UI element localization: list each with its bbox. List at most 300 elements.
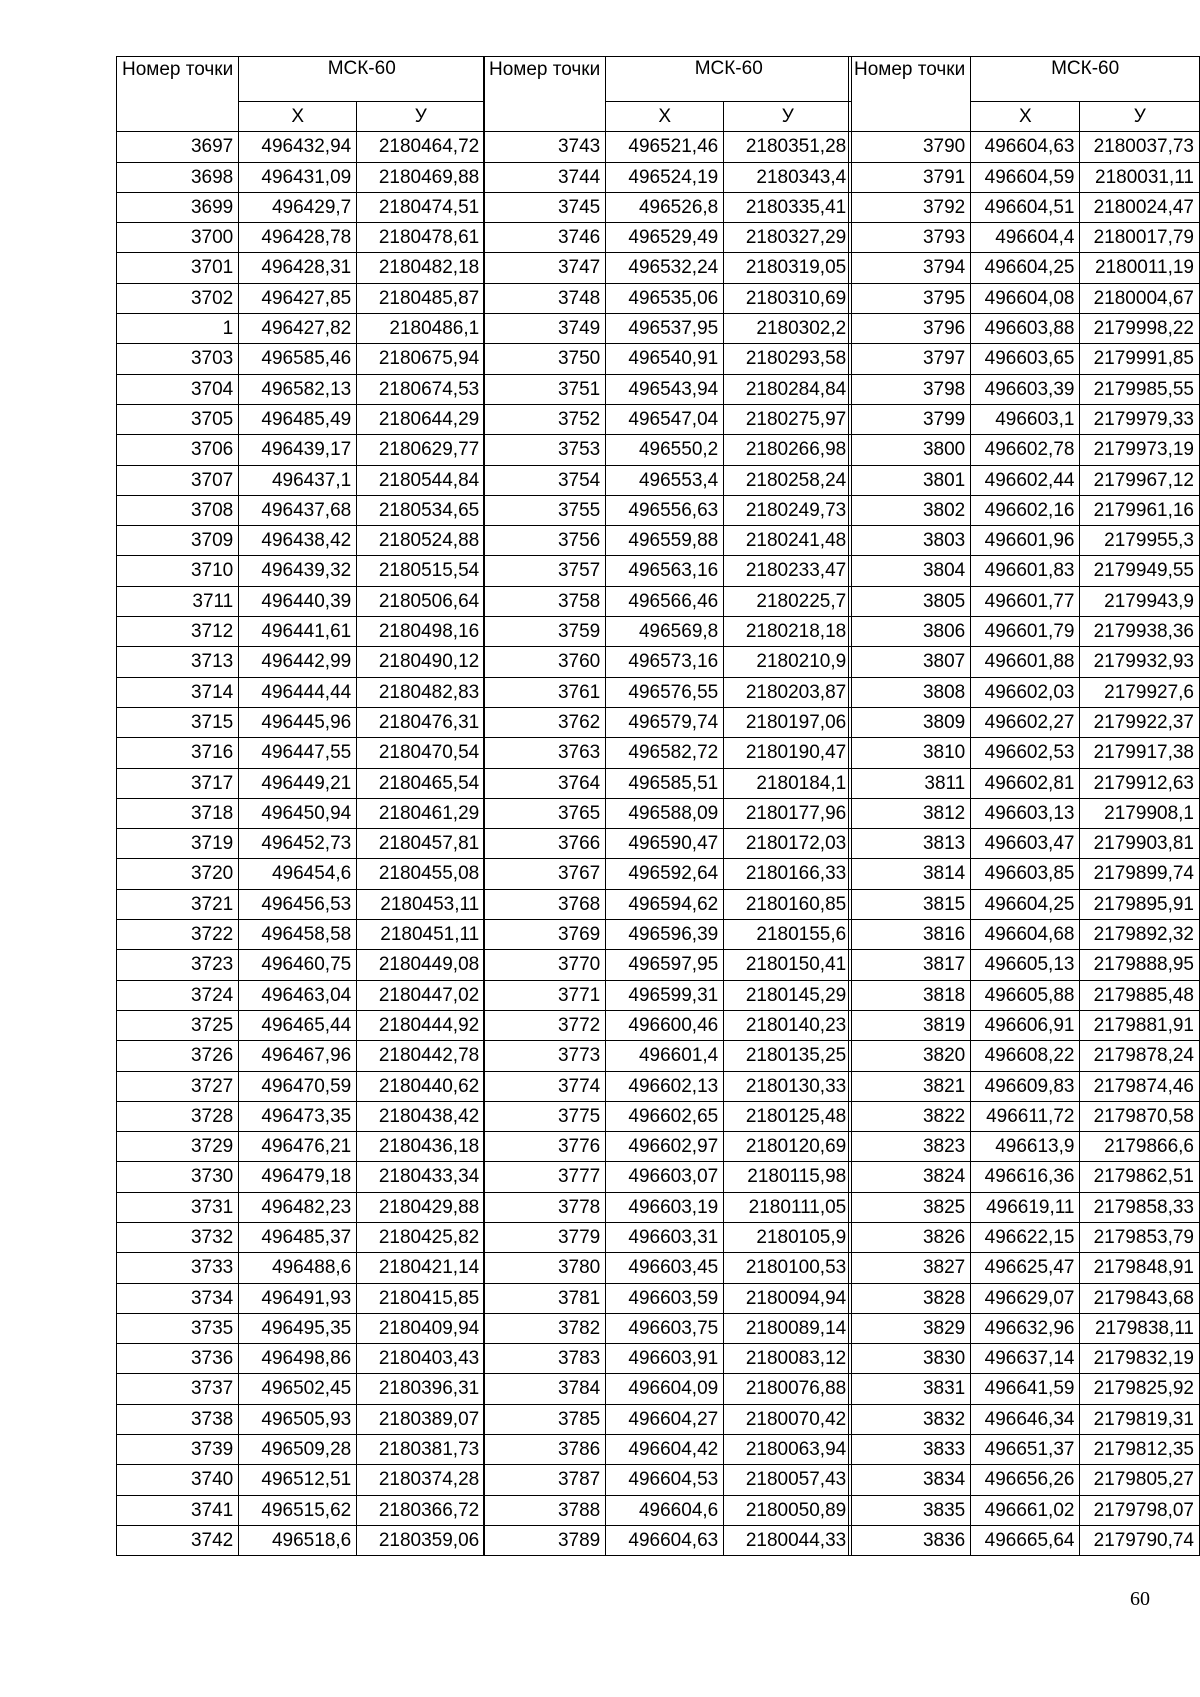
x-coordinate-cell: 496529,49 [606, 223, 724, 253]
table-row [484, 344, 852, 374]
x-coordinate-cell: 496445,96 [239, 707, 357, 737]
y-coordinate-cell: 2180644,29 [357, 404, 485, 434]
y-coordinate-cell: 2180482,18 [357, 253, 485, 283]
x-coordinate-cell: 496479,18 [239, 1162, 357, 1192]
point-number-cell: 3733 [117, 1253, 239, 1283]
y-header: У [357, 102, 485, 132]
point-number-cell: 3801 [849, 465, 971, 495]
table-row [117, 1313, 485, 1343]
table-row [117, 314, 485, 344]
point-number-cell: 3772 [484, 1010, 606, 1040]
y-coordinate-cell: 2180130,33 [724, 1071, 852, 1101]
y-coordinate-cell: 2180366,72 [357, 1495, 485, 1525]
point-number-cell: 3751 [484, 374, 606, 404]
table-row [117, 647, 485, 677]
x-coordinate-cell: 496611,72 [971, 1101, 1080, 1131]
x-coordinate-cell: 496604,63 [606, 1525, 724, 1555]
table-row [117, 1222, 485, 1252]
x-coordinate-cell: 496428,31 [239, 253, 357, 283]
y-coordinate-cell: 2180203,87 [724, 677, 852, 707]
y-coordinate-cell: 2180302,2 [724, 314, 852, 344]
coordinates-table-2 [483, 56, 852, 1556]
point-number-cell: 3745 [484, 192, 606, 222]
table-row [849, 1404, 1200, 1434]
table-row [849, 1071, 1200, 1101]
x-coordinate-cell: 496661,02 [971, 1495, 1080, 1525]
x-coordinate-cell: 496485,49 [239, 404, 357, 434]
table-row [484, 314, 852, 344]
table-row [117, 617, 485, 647]
y-coordinate-cell: 2180057,43 [724, 1465, 852, 1495]
point-number-cell: 3735 [117, 1313, 239, 1343]
y-coordinate-cell: 2180447,02 [357, 980, 485, 1010]
point-number-cell: 3698 [117, 162, 239, 192]
point-number-cell: 3804 [849, 556, 971, 586]
table-row [117, 1192, 485, 1222]
table-row [484, 1495, 852, 1525]
table-row [849, 1435, 1200, 1465]
y-coordinate-cell: 2180478,61 [357, 223, 485, 253]
x-coordinate-cell: 496439,32 [239, 556, 357, 586]
y-coordinate-cell: 2180100,53 [724, 1253, 852, 1283]
x-coordinate-cell: 496602,16 [971, 495, 1080, 525]
table-row [484, 526, 852, 556]
point-number-cell: 3697 [117, 132, 239, 162]
y-coordinate-cell: 2180063,94 [724, 1435, 852, 1465]
x-coordinate-cell: 496603,47 [971, 829, 1080, 859]
x-coordinate-cell: 496604,09 [606, 1374, 724, 1404]
y-coordinate-cell: 2179858,33 [1080, 1192, 1200, 1222]
x-coordinate-cell: 496428,78 [239, 223, 357, 253]
table-row [117, 1071, 485, 1101]
y-coordinate-cell: 2179881,91 [1080, 1010, 1200, 1040]
x-coordinate-cell: 496599,31 [606, 980, 724, 1010]
point-number-header: Номер точки [849, 57, 971, 132]
x-coordinate-cell: 496450,94 [239, 798, 357, 828]
y-coordinate-cell: 2180197,06 [724, 707, 852, 737]
x-coordinate-cell: 496632,96 [971, 1313, 1080, 1343]
y-coordinate-cell: 2179895,91 [1080, 889, 1200, 919]
y-coordinate-cell: 2180465,54 [357, 768, 485, 798]
x-coordinate-cell: 496603,88 [971, 314, 1080, 344]
x-coordinate-cell: 496613,9 [971, 1132, 1080, 1162]
table-row [117, 374, 485, 404]
x-coordinate-cell: 496449,21 [239, 768, 357, 798]
y-coordinate-cell: 2179848,91 [1080, 1253, 1200, 1283]
table-row [484, 707, 852, 737]
point-number-cell: 3799 [849, 404, 971, 434]
y-coordinate-cell: 2180210,9 [724, 647, 852, 677]
table-row [484, 950, 852, 980]
table-row [484, 1041, 852, 1071]
point-number-cell: 3708 [117, 495, 239, 525]
x-coordinate-cell: 496622,15 [971, 1222, 1080, 1252]
point-number-cell: 3811 [849, 768, 971, 798]
point-number-cell: 3730 [117, 1162, 239, 1192]
y-coordinate-cell: 2180409,94 [357, 1313, 485, 1343]
y-coordinate-cell: 2180464,72 [357, 132, 485, 162]
y-coordinate-cell: 2180421,14 [357, 1253, 485, 1283]
x-coordinate-cell: 496603,45 [606, 1253, 724, 1283]
point-number-cell: 3748 [484, 283, 606, 313]
coordinates-table-3 [848, 56, 1200, 1556]
y-coordinate-cell: 2180120,69 [724, 1132, 852, 1162]
y-coordinate-cell: 2180524,88 [357, 526, 485, 556]
table-row [484, 556, 852, 586]
table-row [484, 1525, 852, 1555]
y-coordinate-cell: 2180125,48 [724, 1101, 852, 1131]
point-number-cell: 3719 [117, 829, 239, 859]
point-number-cell: 3738 [117, 1404, 239, 1434]
point-number-cell: 3789 [484, 1525, 606, 1555]
point-number-cell: 3701 [117, 253, 239, 283]
x-coordinate-cell: 496603,31 [606, 1222, 724, 1252]
point-number-cell: 3752 [484, 404, 606, 434]
table-row [849, 586, 1200, 616]
x-coordinate-cell: 496582,72 [606, 738, 724, 768]
x-coordinate-cell: 496604,6 [606, 1495, 724, 1525]
x-coordinate-cell: 496579,74 [606, 707, 724, 737]
y-coordinate-cell: 2179943,9 [1080, 586, 1200, 616]
x-coordinate-cell: 496603,13 [971, 798, 1080, 828]
x-coordinate-cell: 496540,91 [606, 344, 724, 374]
x-coordinate-cell: 496590,47 [606, 829, 724, 859]
y-coordinate-cell: 2179888,95 [1080, 950, 1200, 980]
x-coordinate-cell: 496625,47 [971, 1253, 1080, 1283]
table-row [117, 1041, 485, 1071]
point-number-cell: 3807 [849, 647, 971, 677]
table-row [849, 1313, 1200, 1343]
point-number-cell: 3710 [117, 556, 239, 586]
table-row [117, 465, 485, 495]
x-coordinate-cell: 496512,51 [239, 1465, 357, 1495]
table-row [117, 677, 485, 707]
point-number-cell: 3750 [484, 344, 606, 374]
x-coordinate-cell: 496606,91 [971, 1010, 1080, 1040]
y-coordinate-cell: 2180374,28 [357, 1465, 485, 1495]
y-coordinate-cell: 2180105,9 [724, 1222, 852, 1252]
y-coordinate-cell: 2180335,41 [724, 192, 852, 222]
point-number-cell: 3722 [117, 920, 239, 950]
y-coordinate-cell: 2180258,24 [724, 465, 852, 495]
x-coordinate-cell: 496616,36 [971, 1162, 1080, 1192]
x-coordinate-cell: 496601,4 [606, 1041, 724, 1071]
y-coordinate-cell: 2179922,37 [1080, 707, 1200, 737]
point-number-cell: 3785 [484, 1404, 606, 1434]
point-number-cell: 3763 [484, 738, 606, 768]
x-coordinate-cell: 496509,28 [239, 1435, 357, 1465]
table-row [849, 1041, 1200, 1071]
table-row [484, 829, 852, 859]
point-number-cell: 3747 [484, 253, 606, 283]
point-number-cell: 3721 [117, 889, 239, 919]
table-row [117, 495, 485, 525]
x-coordinate-cell: 496441,61 [239, 617, 357, 647]
point-number-cell: 3797 [849, 344, 971, 374]
table-row [117, 435, 485, 465]
x-coordinate-cell: 496585,46 [239, 344, 357, 374]
x-coordinate-cell: 496604,25 [971, 253, 1080, 283]
table-row [849, 1192, 1200, 1222]
table-row [484, 223, 852, 253]
table-row [849, 435, 1200, 465]
y-coordinate-cell: 2180444,92 [357, 1010, 485, 1040]
x-coordinate-cell: 496608,22 [971, 1041, 1080, 1071]
point-number-cell: 3834 [849, 1465, 971, 1495]
table-row [849, 1344, 1200, 1374]
x-header: Х [606, 102, 724, 132]
x-coordinate-cell: 496629,07 [971, 1283, 1080, 1313]
y-coordinate-cell: 2180429,88 [357, 1192, 485, 1222]
y-coordinate-cell: 2180451,11 [357, 920, 485, 950]
table-row [484, 617, 852, 647]
y-coordinate-cell: 2179862,51 [1080, 1162, 1200, 1192]
point-number-cell: 3728 [117, 1101, 239, 1131]
x-coordinate-cell: 496439,17 [239, 435, 357, 465]
y-coordinate-cell: 2179832,19 [1080, 1344, 1200, 1374]
point-number-cell: 3778 [484, 1192, 606, 1222]
y-coordinate-cell: 2179825,92 [1080, 1374, 1200, 1404]
table-row [849, 859, 1200, 889]
x-coordinate-cell: 496603,65 [971, 344, 1080, 374]
x-coordinate-cell: 496609,83 [971, 1071, 1080, 1101]
y-coordinate-cell: 2180089,14 [724, 1313, 852, 1343]
x-coordinate-cell: 496431,09 [239, 162, 357, 192]
point-number-cell: 3786 [484, 1435, 606, 1465]
x-coordinate-cell: 496602,97 [606, 1132, 724, 1162]
x-coordinate-cell: 496440,39 [239, 586, 357, 616]
table-row [117, 344, 485, 374]
x-coordinate-cell: 496438,42 [239, 526, 357, 556]
x-coordinate-cell: 496476,21 [239, 1132, 357, 1162]
point-number-cell: 3712 [117, 617, 239, 647]
table-row [849, 647, 1200, 677]
table-row [849, 738, 1200, 768]
x-coordinate-cell: 496600,46 [606, 1010, 724, 1040]
table-row [484, 1465, 852, 1495]
table-row [117, 1374, 485, 1404]
y-coordinate-cell: 2180327,29 [724, 223, 852, 253]
x-coordinate-cell: 496597,95 [606, 950, 724, 980]
y-coordinate-cell: 2180455,08 [357, 859, 485, 889]
point-number-cell: 3756 [484, 526, 606, 556]
table-row [849, 1162, 1200, 1192]
y-coordinate-cell: 2180506,64 [357, 586, 485, 616]
table-row [484, 859, 852, 889]
y-coordinate-cell: 2180319,05 [724, 253, 852, 283]
y-coordinate-cell: 2180490,12 [357, 647, 485, 677]
point-number-cell: 3810 [849, 738, 971, 768]
x-coordinate-cell: 496603,91 [606, 1344, 724, 1374]
y-coordinate-cell: 2179805,27 [1080, 1465, 1200, 1495]
x-coordinate-cell: 496604,51 [971, 192, 1080, 222]
point-number-cell: 3754 [484, 465, 606, 495]
x-coordinate-cell: 496556,63 [606, 495, 724, 525]
y-coordinate-cell: 2180343,4 [724, 162, 852, 192]
table-row [484, 1071, 852, 1101]
y-coordinate-cell: 2180150,41 [724, 950, 852, 980]
x-coordinate-cell: 496605,88 [971, 980, 1080, 1010]
point-number-cell: 3815 [849, 889, 971, 919]
table-row [117, 283, 485, 313]
coordinate-system-header: МСК-60 [239, 57, 485, 102]
table-row [849, 162, 1200, 192]
table-row [484, 1374, 852, 1404]
table-row [484, 586, 852, 616]
x-coordinate-cell: 496596,39 [606, 920, 724, 950]
point-number-cell: 3759 [484, 617, 606, 647]
x-coordinate-cell: 496601,96 [971, 526, 1080, 556]
point-number-cell: 3796 [849, 314, 971, 344]
x-coordinate-cell: 496601,77 [971, 586, 1080, 616]
y-coordinate-cell: 2180440,62 [357, 1071, 485, 1101]
y-coordinate-cell: 2180449,08 [357, 950, 485, 980]
point-number-cell: 3798 [849, 374, 971, 404]
y-coordinate-cell: 2180396,31 [357, 1374, 485, 1404]
y-coordinate-cell: 2179892,32 [1080, 920, 1200, 950]
table-row [484, 768, 852, 798]
table-row [117, 162, 485, 192]
y-coordinate-cell: 2180469,88 [357, 162, 485, 192]
point-number-cell: 3705 [117, 404, 239, 434]
table-row [117, 586, 485, 616]
table-row [117, 1283, 485, 1313]
y-coordinate-cell: 2180083,12 [724, 1344, 852, 1374]
x-coordinate-cell: 496602,27 [971, 707, 1080, 737]
y-coordinate-cell: 2180436,18 [357, 1132, 485, 1162]
point-number-cell: 3790 [849, 132, 971, 162]
table-row [484, 1253, 852, 1283]
table-row [117, 1495, 485, 1525]
x-coordinate-cell: 496467,96 [239, 1041, 357, 1071]
table-row [849, 314, 1200, 344]
point-number-cell: 3740 [117, 1465, 239, 1495]
y-coordinate-cell: 2180498,16 [357, 617, 485, 647]
table-row [484, 495, 852, 525]
x-coordinate-cell: 496602,03 [971, 677, 1080, 707]
y-coordinate-cell: 2179955,3 [1080, 526, 1200, 556]
table-row [849, 1101, 1200, 1131]
table-row [849, 526, 1200, 556]
y-coordinate-cell: 2180145,29 [724, 980, 852, 1010]
point-number-cell: 3792 [849, 192, 971, 222]
table-row [117, 1344, 485, 1374]
point-number-cell: 3717 [117, 768, 239, 798]
point-number-cell: 3758 [484, 586, 606, 616]
table-row [484, 1101, 852, 1131]
x-coordinate-cell: 496452,73 [239, 829, 357, 859]
y-coordinate-cell: 2180310,69 [724, 283, 852, 313]
point-number-cell: 3788 [484, 1495, 606, 1525]
x-coordinate-cell: 496603,1 [971, 404, 1080, 434]
point-number-cell: 1 [117, 314, 239, 344]
y-header: У [724, 102, 852, 132]
point-number-cell: 3812 [849, 798, 971, 828]
point-number-cell: 3821 [849, 1071, 971, 1101]
point-number-cell: 3791 [849, 162, 971, 192]
x-coordinate-cell: 496550,2 [606, 435, 724, 465]
table-row [117, 980, 485, 1010]
table-row [484, 1404, 852, 1434]
table-row [117, 1404, 485, 1434]
point-number-cell: 3806 [849, 617, 971, 647]
y-coordinate-cell: 2180177,96 [724, 798, 852, 828]
point-number-cell: 3803 [849, 526, 971, 556]
point-number-cell: 3784 [484, 1374, 606, 1404]
x-coordinate-cell: 496651,37 [971, 1435, 1080, 1465]
table-row [849, 677, 1200, 707]
x-coordinate-cell: 496463,04 [239, 980, 357, 1010]
point-number-cell: 3802 [849, 495, 971, 525]
x-coordinate-cell: 496502,45 [239, 1374, 357, 1404]
point-number-cell: 3820 [849, 1041, 971, 1071]
point-number-cell: 3757 [484, 556, 606, 586]
point-number-header: Номер точки [484, 57, 606, 132]
x-coordinate-cell: 496485,37 [239, 1222, 357, 1252]
x-coordinate-cell: 496456,53 [239, 889, 357, 919]
point-number-cell: 3742 [117, 1525, 239, 1555]
x-coordinate-cell: 496465,44 [239, 1010, 357, 1040]
table-row [484, 798, 852, 828]
y-coordinate-cell: 2180442,78 [357, 1041, 485, 1071]
y-coordinate-cell: 2179838,11 [1080, 1313, 1200, 1343]
y-coordinate-cell: 2180629,77 [357, 435, 485, 465]
table-row [849, 253, 1200, 283]
table-row [484, 283, 852, 313]
point-number-cell: 3814 [849, 859, 971, 889]
x-coordinate-cell: 496524,19 [606, 162, 724, 192]
point-number-cell: 3830 [849, 1344, 971, 1374]
table-row [849, 1283, 1200, 1313]
point-number-cell: 3715 [117, 707, 239, 737]
coordinate-system-header: МСК-60 [606, 57, 852, 102]
x-coordinate-cell: 496427,82 [239, 314, 357, 344]
y-coordinate-cell: 2180184,1 [724, 768, 852, 798]
table-row [117, 798, 485, 828]
y-coordinate-cell: 2180461,29 [357, 798, 485, 828]
y-coordinate-cell: 2179961,16 [1080, 495, 1200, 525]
table-row [117, 738, 485, 768]
table-row [484, 1132, 852, 1162]
table-row [117, 768, 485, 798]
point-number-cell: 3787 [484, 1465, 606, 1495]
x-header: Х [971, 102, 1080, 132]
y-coordinate-cell: 2180470,54 [357, 738, 485, 768]
x-coordinate-cell: 496601,88 [971, 647, 1080, 677]
point-number-cell: 3741 [117, 1495, 239, 1525]
x-coordinate-cell: 496482,23 [239, 1192, 357, 1222]
table-row [849, 798, 1200, 828]
table-row [849, 1495, 1200, 1525]
point-number-cell: 3805 [849, 586, 971, 616]
y-coordinate-cell: 2180266,98 [724, 435, 852, 465]
y-coordinate-cell: 2180534,65 [357, 495, 485, 525]
point-number-cell: 3720 [117, 859, 239, 889]
y-coordinate-cell: 2180166,33 [724, 859, 852, 889]
table-row [117, 404, 485, 434]
point-number-cell: 3727 [117, 1071, 239, 1101]
y-coordinate-cell: 2180160,85 [724, 889, 852, 919]
table-row [849, 1222, 1200, 1252]
point-number-cell: 3777 [484, 1162, 606, 1192]
x-coordinate-cell: 496601,79 [971, 617, 1080, 647]
y-coordinate-cell: 2180438,42 [357, 1101, 485, 1131]
y-coordinate-cell: 2179908,1 [1080, 798, 1200, 828]
table-row [484, 1192, 852, 1222]
x-coordinate-cell: 496498,86 [239, 1344, 357, 1374]
y-coordinate-cell: 2179927,6 [1080, 677, 1200, 707]
x-coordinate-cell: 496427,85 [239, 283, 357, 313]
